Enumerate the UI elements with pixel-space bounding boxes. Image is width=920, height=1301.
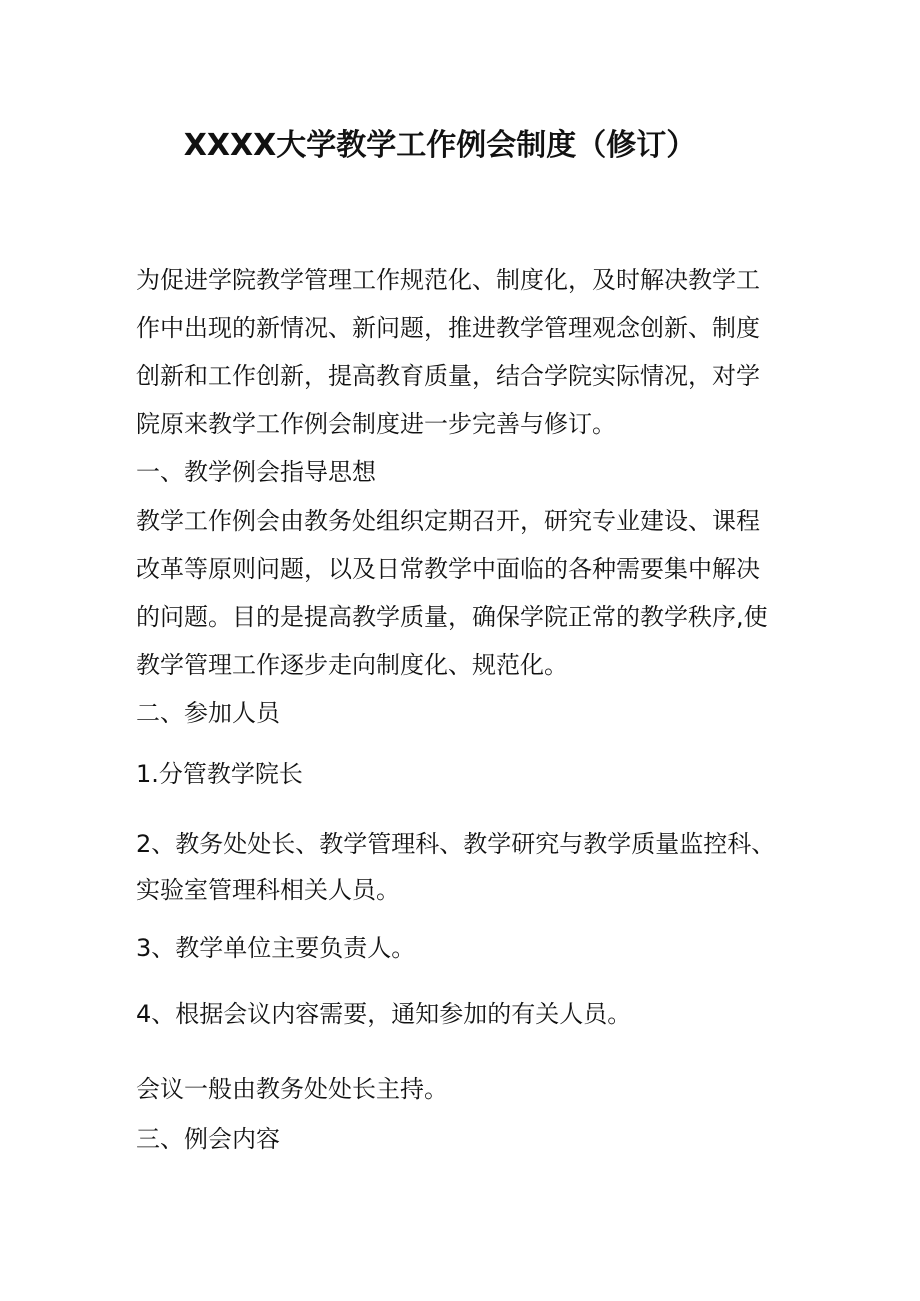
section-heading: 一、教学例会指导思想 (136, 458, 376, 486)
list-item: 1.分管教学院长 (136, 760, 303, 788)
section-heading: 三、例会内容 (136, 1125, 280, 1153)
paragraph-line: 院原来教学工作例会制度进一步完善与修订。 (136, 410, 616, 438)
paragraph-line: 作中出现的新情况、新问题，推进教学管理观念创新、制度 (136, 314, 760, 342)
paragraph-line: 改革等原则问题，以及日常教学中面临的各种需要集中解决 (136, 555, 760, 583)
paragraph-line: 创新和工作创新，提高教育质量，结合学院实际情况，对学 (136, 362, 760, 390)
list-item: 3、教学单位主要负责人。 (136, 934, 416, 962)
list-item: 2、教务处处长、教学管理科、教学研究与教学质量监控科、 (136, 830, 776, 858)
paragraph-line: 教学工作例会由教务处组织定期召开，研究专业建设、课程 (136, 507, 760, 535)
list-item: 4、根据会议内容需要，通知参加的有关人员。 (136, 1000, 632, 1028)
section-heading: 二、参加人员 (136, 699, 280, 727)
paragraph-line: 会议一般由教务处处长主持。 (136, 1075, 448, 1103)
paragraph-line: 的问题。目的是提高教学质量，确保学院正常的教学秩序,使 (136, 603, 768, 631)
list-item-continuation: 实验室管理科相关人员。 (136, 876, 400, 904)
paragraph-line: 教学管理工作逐步走向制度化、规范化。 (136, 651, 568, 679)
paragraph-line: 为促进学院教学管理工作规范化、制度化，及时解决教学工 (136, 266, 760, 294)
document-title: XXXX大学教学工作例会制度（修订） (183, 128, 697, 163)
